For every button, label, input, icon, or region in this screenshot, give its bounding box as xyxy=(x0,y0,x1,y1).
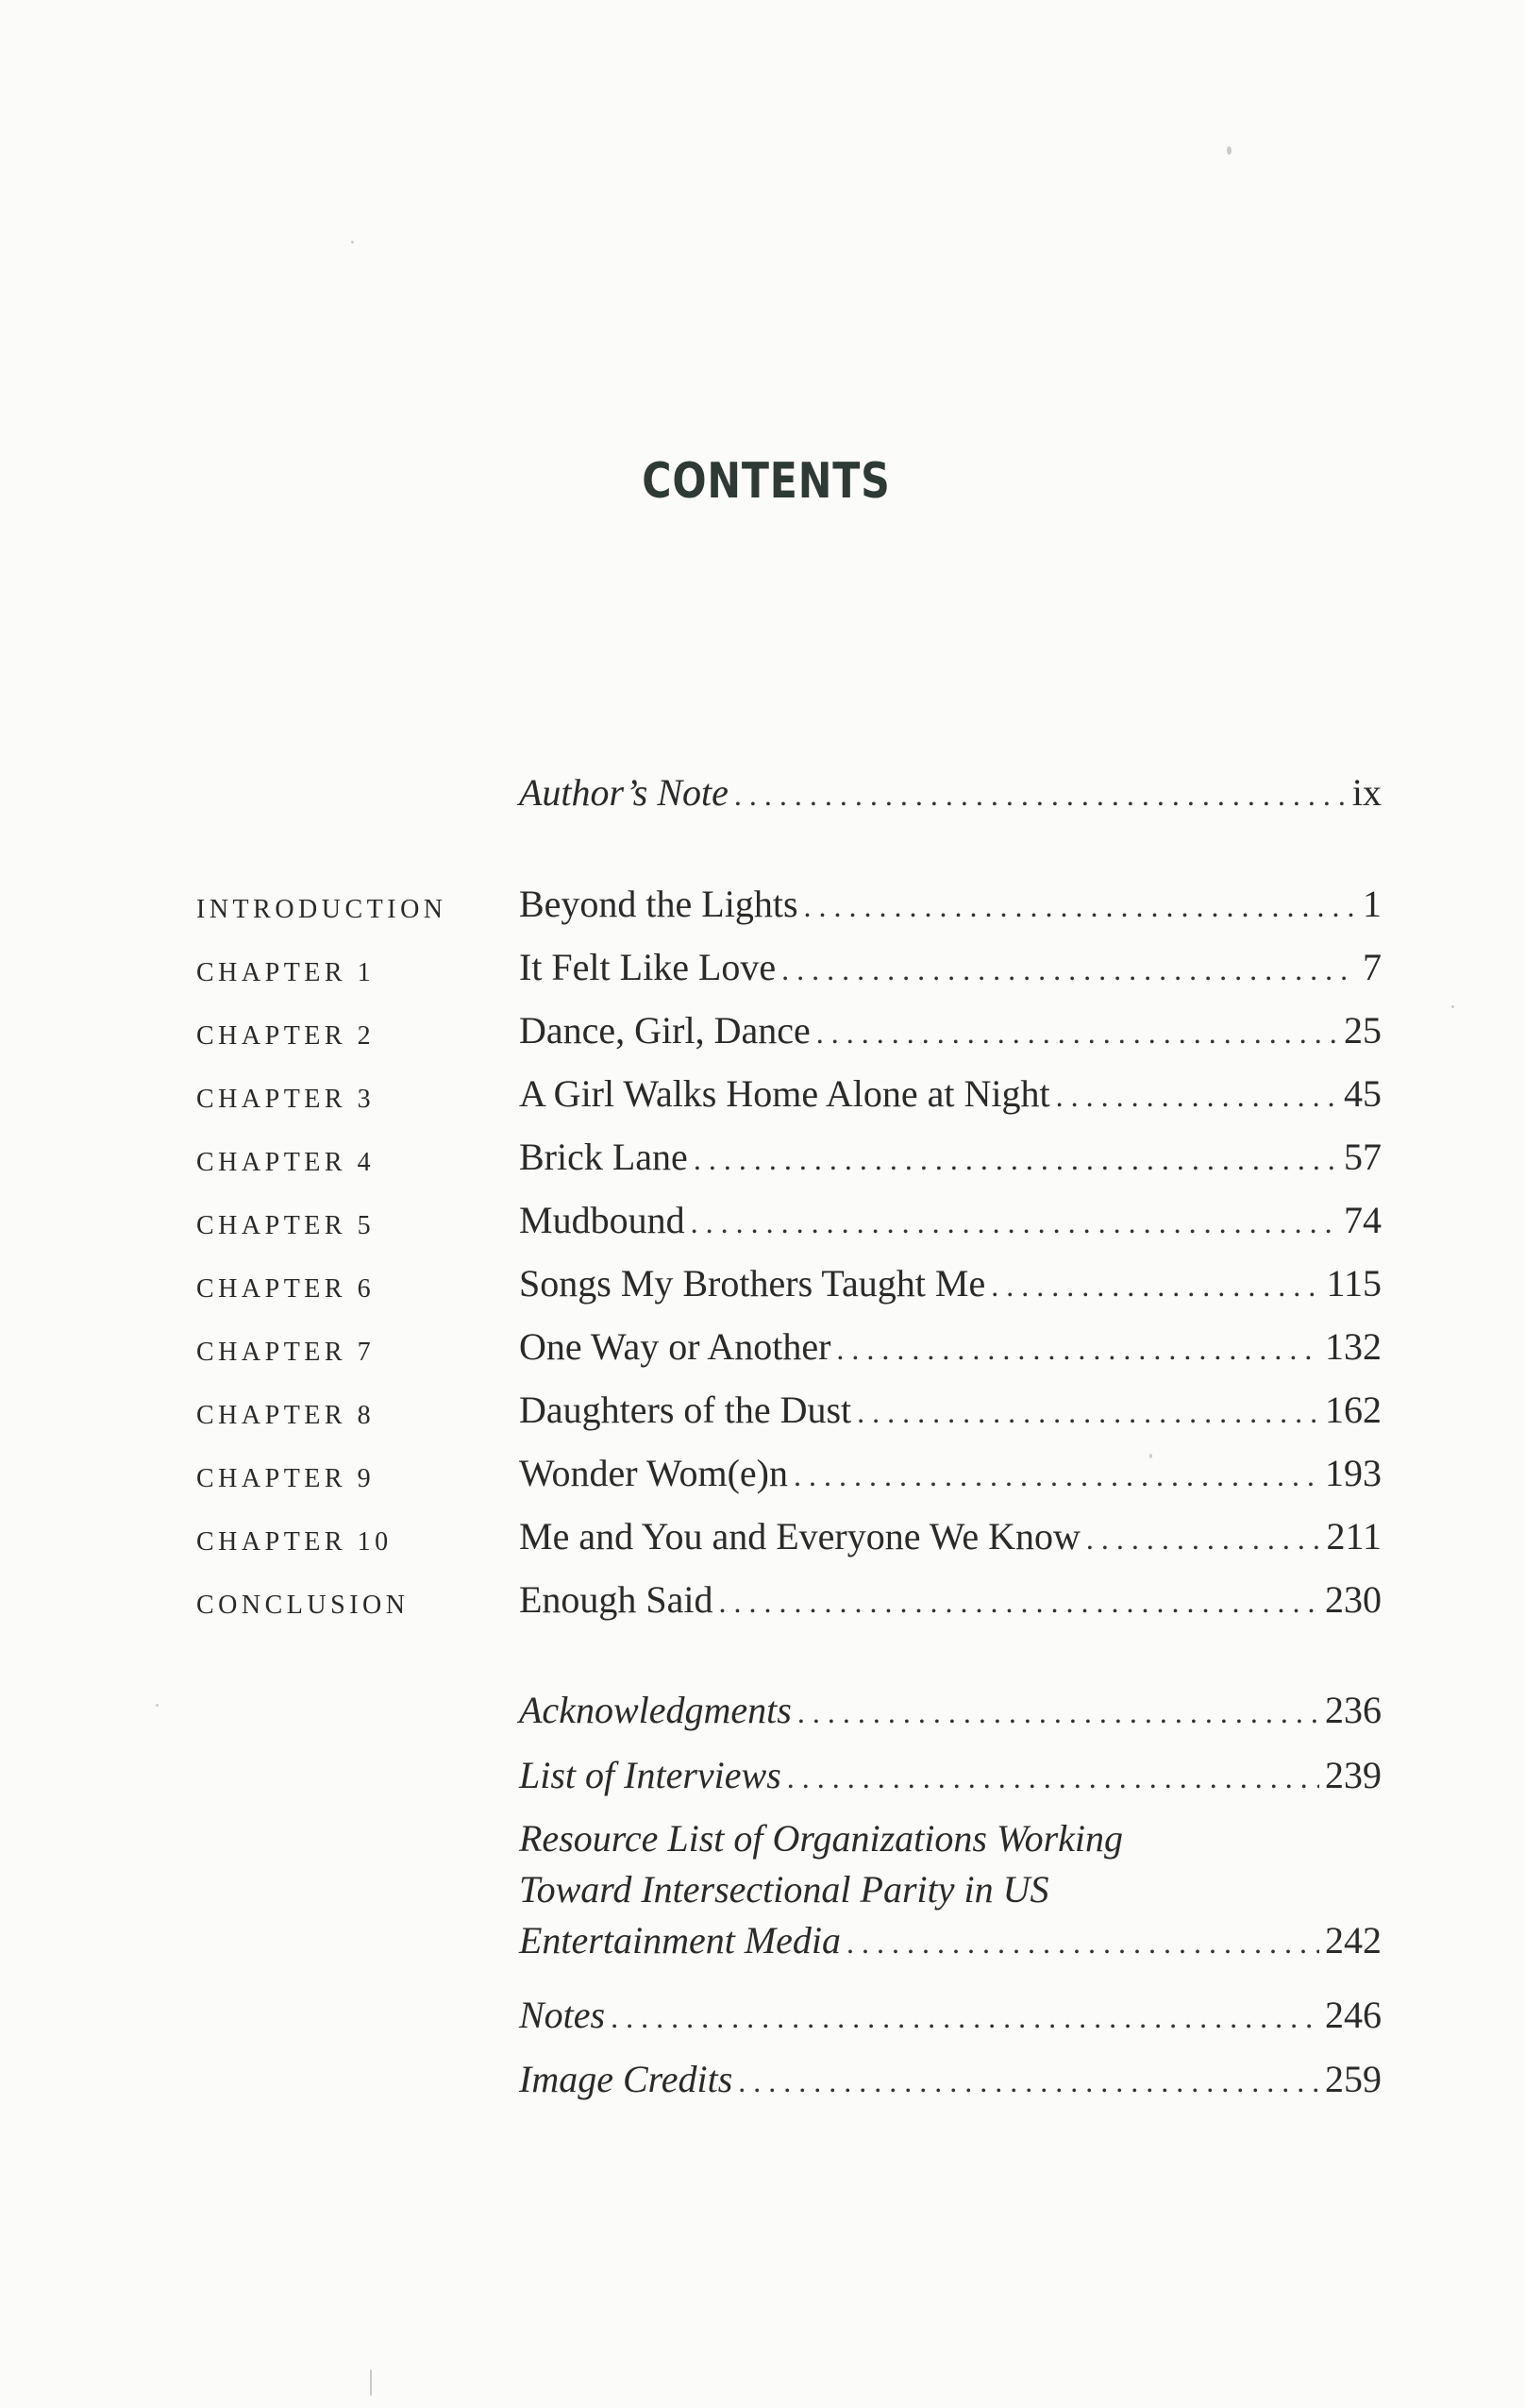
dot-leader xyxy=(719,1575,1319,1628)
chapter-label: CHAPTER 10 xyxy=(196,1527,393,1557)
dot-leader xyxy=(816,1006,1338,1059)
page-number: 211 xyxy=(1326,1515,1382,1558)
entry-title: Brick Lane xyxy=(519,1136,688,1178)
page-number: 242 xyxy=(1325,1919,1382,1962)
toc-row xyxy=(0,878,1525,935)
chapter-label: CHAPTER 2 xyxy=(196,1021,376,1051)
scan-speck xyxy=(370,2369,372,2396)
dot-leader xyxy=(611,1991,1319,2044)
chapter-label: CONCLUSION xyxy=(196,1591,410,1620)
toc-row xyxy=(0,1194,1525,1251)
scan-speck xyxy=(1227,146,1232,155)
toc-row xyxy=(0,1510,1525,1567)
chapter-label: CHAPTER 1 xyxy=(196,958,376,987)
chapter-label: CHAPTER 5 xyxy=(196,1211,376,1240)
toc-entry-notes xyxy=(0,1989,1525,2046)
page-number: 45 xyxy=(1344,1072,1382,1115)
dot-leader xyxy=(694,1133,1338,1186)
page-number: 239 xyxy=(1325,1754,1382,1796)
dot-leader xyxy=(787,1751,1319,1804)
dot-leader xyxy=(991,1259,1320,1312)
entry-title: Me and You and Everyone We Know xyxy=(519,1515,1081,1558)
toc-entry xyxy=(519,1194,1382,1249)
entry-title: Dance, Girl, Dance xyxy=(519,1009,811,1052)
toc-entry xyxy=(519,1321,1382,1375)
dot-leader xyxy=(804,880,1357,933)
dot-leader xyxy=(691,1196,1338,1249)
toc-entry-image-credits xyxy=(0,2053,1525,2110)
page-number: 74 xyxy=(1344,1199,1382,1241)
toc-entry xyxy=(519,1574,1382,1628)
page-number: 162 xyxy=(1325,1389,1382,1431)
entry-title: List of Interviews xyxy=(519,1754,781,1796)
toc-row xyxy=(0,1004,1525,1061)
page-number: 246 xyxy=(1325,1994,1382,2036)
scan-speck xyxy=(156,1704,159,1707)
chapter-label: CHAPTER 8 xyxy=(196,1401,376,1430)
dot-leader xyxy=(781,943,1357,996)
toc-entry xyxy=(519,1989,1382,2044)
page-number: 57 xyxy=(1344,1136,1382,1178)
page-number: 236 xyxy=(1325,1689,1382,1731)
chapter-label: CHAPTER 9 xyxy=(196,1464,376,1493)
page-number: 230 xyxy=(1325,1578,1382,1621)
page-number: ix xyxy=(1351,771,1382,814)
dot-leader xyxy=(1086,1512,1321,1565)
entry-title-line: Toward Intersectional Parity in US xyxy=(519,1868,1049,1911)
toc-entry xyxy=(519,941,1382,996)
entry-title: Author’s Note xyxy=(519,771,729,814)
chapter-label: INTRODUCTION xyxy=(196,895,447,924)
page-number: 7 xyxy=(1363,946,1382,988)
toc-entry xyxy=(519,1004,1382,1059)
scan-speck xyxy=(1149,1454,1152,1458)
scan-speck xyxy=(1451,1005,1454,1008)
toc-entry xyxy=(519,1384,1382,1439)
toc-row xyxy=(0,1068,1525,1124)
dot-leader xyxy=(857,1386,1319,1439)
entry-title: Acknowledgments xyxy=(519,1689,792,1731)
toc-row xyxy=(0,1574,1525,1630)
entry-title: A Girl Walks Home Alone at Night xyxy=(519,1072,1050,1115)
toc-entry xyxy=(519,1749,1382,1804)
entry-title-line: Resource List of Organizations Working xyxy=(519,1817,1124,1860)
chapter-label: CHAPTER 7 xyxy=(196,1338,376,1367)
toc-entry xyxy=(519,1131,1382,1186)
toc-entry xyxy=(519,766,1382,821)
toc-row xyxy=(0,1257,1525,1314)
scan-speck xyxy=(351,241,354,244)
entry-title: Daughters of the Dust xyxy=(519,1389,852,1431)
dot-leader xyxy=(1056,1069,1338,1122)
toc-entry xyxy=(519,1684,1382,1739)
chapter-label: CHAPTER 3 xyxy=(196,1085,376,1114)
entry-title: Mudbound xyxy=(519,1199,685,1241)
dot-leader xyxy=(734,768,1347,821)
toc-entry xyxy=(519,1447,1382,1502)
page-number: 115 xyxy=(1326,1262,1382,1305)
dot-leader xyxy=(836,1322,1319,1375)
entry-title: Wonder Wom(e)n xyxy=(519,1452,788,1494)
page-number: 1 xyxy=(1363,883,1382,925)
dot-leader xyxy=(797,1686,1319,1739)
dot-leader xyxy=(846,1917,1319,1968)
toc-row xyxy=(0,1384,1525,1440)
entry-title: Songs My Brothers Taught Me xyxy=(519,1262,986,1305)
page-number: 193 xyxy=(1325,1452,1382,1494)
entry-title: One Way or Another xyxy=(519,1325,831,1368)
toc-row xyxy=(0,1447,1525,1504)
entry-title: Enough Said xyxy=(519,1578,713,1621)
dot-leader xyxy=(738,2055,1319,2108)
entry-last-line xyxy=(519,1915,1382,1968)
toc-entry xyxy=(519,2053,1382,2108)
entry-title: It Felt Like Love xyxy=(519,946,777,988)
page-title: CONTENTS xyxy=(642,453,891,510)
entry-title: Beyond the Lights xyxy=(519,883,798,925)
toc-row xyxy=(0,1321,1525,1377)
toc-row xyxy=(0,941,1525,998)
toc-entry xyxy=(519,1068,1382,1122)
chapter-label: CHAPTER 4 xyxy=(196,1148,376,1177)
toc-entry-acknowledgments xyxy=(0,1684,1525,1741)
toc-entry-list-of-interviews xyxy=(0,1749,1525,1806)
page-number: 25 xyxy=(1344,1009,1382,1052)
toc-entry-authors-note xyxy=(0,766,1525,823)
toc-entry xyxy=(519,1510,1382,1565)
chapter-label: CHAPTER 6 xyxy=(196,1274,376,1304)
entry-title-line: Entertainment Media xyxy=(519,1919,842,1962)
toc-entry xyxy=(519,878,1382,933)
entry-title: Notes xyxy=(519,1994,606,2036)
page-number: 132 xyxy=(1325,1325,1382,1368)
toc-entry-resource-list xyxy=(519,1813,1382,1968)
toc-row xyxy=(0,1131,1525,1187)
entry-title: Image Credits xyxy=(519,2058,733,2100)
dot-leader xyxy=(794,1449,1319,1502)
toc-entry xyxy=(519,1257,1382,1312)
page-number: 259 xyxy=(1325,2058,1382,2100)
